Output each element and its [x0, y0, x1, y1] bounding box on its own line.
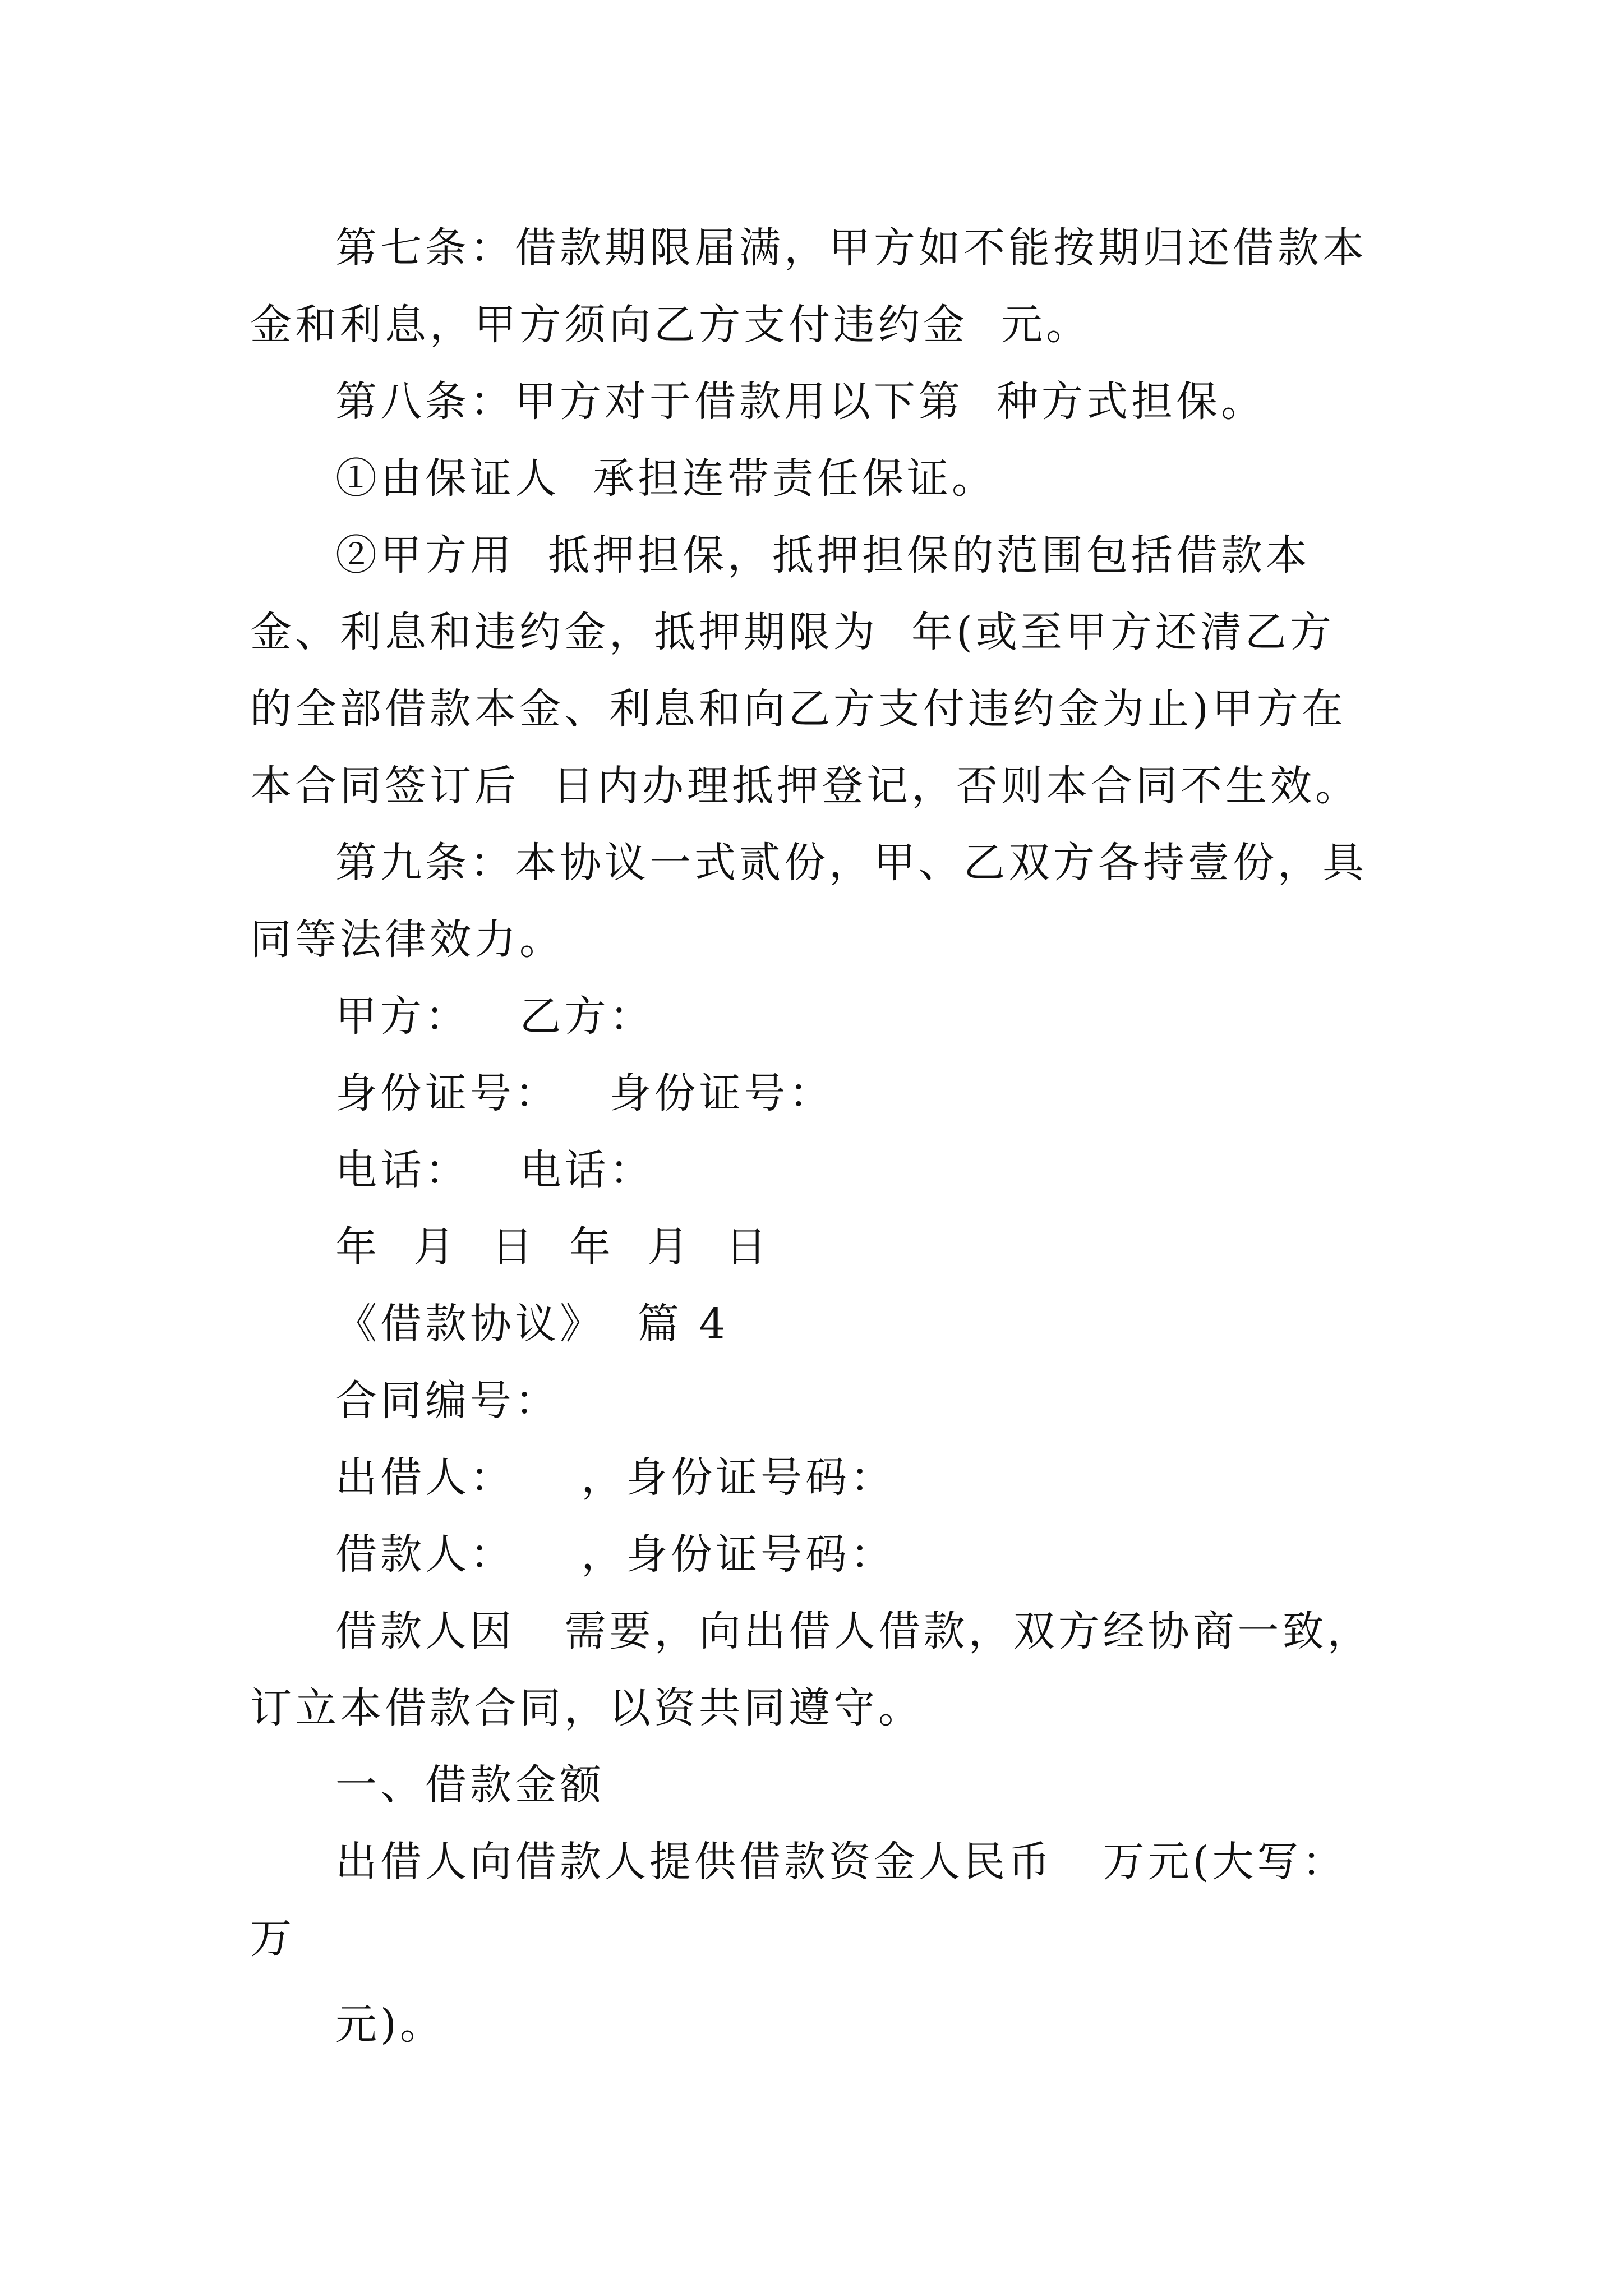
- phone-line: 电话： 电话：: [335, 1146, 654, 1194]
- id-numbers-line: 身份证号： 身份证号：: [335, 1069, 834, 1117]
- date-line: 年 月 日 年 月 日: [335, 1223, 771, 1271]
- section-heading: 《借款协议》 篇 4: [335, 1300, 729, 1348]
- guarantee-option-2: ②甲方用 抵押担保，抵押担保的范围包括借款本金、利息和违约金，抵押期限为 年(或至甲方还清乙方的全部借款本金、利息和向乙方支付违约金为止)甲方在本合同签订后 日内办理抵押登记，否则本合同不生效。: [250, 531, 1361, 810]
- party-names-line: 甲方： 乙方：: [335, 992, 654, 1041]
- purpose-paragraph: 借款人因 需要，向出借人借款，双方经协商一致，订立本借款合同，以资共同遵守。: [250, 1607, 1372, 1732]
- article-9-paragraph: 第九条：本协议一式贰份，甲、乙双方各持壹份，具同等法律效力。: [250, 839, 1367, 964]
- borrower-line: 借款人： ，身份证号码：: [335, 1530, 896, 1579]
- loan-amount-heading: 一、借款金额: [335, 1761, 605, 1809]
- loan-amount-paragraph: 出借人向借款人提供借款资金人民币 万元(大写：: [335, 1838, 1347, 1886]
- document-body: [250, 210, 1377, 2063]
- article-7-paragraph: 第七条：借款期限届满，甲方如不能按期归还借款本金和利息，甲方须向乙方支付违约金 元。: [250, 224, 1367, 349]
- loan-amount-wan: 万: [250, 1915, 295, 1963]
- loan-amount-yuan: 元)。: [335, 2000, 445, 2049]
- lender-line: 出借人： ，身份证号码：: [335, 1453, 896, 1502]
- guarantee-option-1: ①由保证人 承担连带责任保证。: [335, 454, 997, 503]
- article-8-paragraph: 第八条：甲方对于借款用以下第 种方式担保。: [335, 378, 1266, 426]
- contract-number-line: 合同编号：: [335, 1377, 560, 1425]
